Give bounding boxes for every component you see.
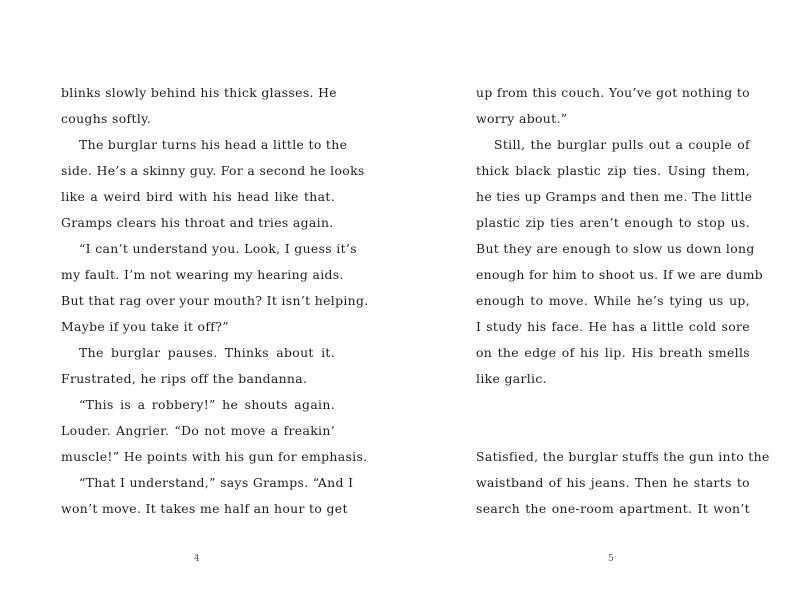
text-line: on the edge of his lip. His breath smells [476, 345, 750, 360]
text-line: enough for him to shoot us. If we are dumb [476, 267, 764, 282]
text-line: Satisfied, the burglar stuffs the gun into the [476, 449, 770, 464]
text-line: Gramps clears his throat and tries again. [61, 215, 334, 230]
text-line: “That I understand,” says Gramps. “And I [79, 475, 354, 490]
text-line: thick black plastic zip ties. Using them, [476, 163, 750, 178]
text-line: won’t move. It takes me half an hour to get [61, 501, 348, 516]
text-line: like garlic. [476, 371, 547, 386]
text-line: blinks slowly behind his thick glasses. He [61, 85, 337, 100]
text-line: “I can’t understand you. Look, I guess it’s [79, 241, 357, 256]
text-line: muscle!” He points with his gun for emphasis. [61, 449, 368, 464]
text-line: waistband of his jeans. Then he starts to [476, 475, 750, 490]
left-page [61, 80, 369, 522]
text-line: side. He’s a skinny guy. For a second he looks [61, 163, 365, 178]
text-line: But that rag over your mouth? It isn’t helping. [61, 293, 369, 308]
text-line: But they are enough to slow us down long [476, 241, 755, 256]
text-line: my fault. I’m not wearing my hearing aids. [61, 267, 344, 282]
text-line: plastic zip ties aren’t enough to stop us. [476, 215, 750, 230]
page-number: 4 [194, 554, 201, 564]
text-line: he ties up Gramps and then me. The little [476, 189, 753, 204]
text-line: The burglar pauses. Thinks about it. [79, 345, 335, 360]
text-line: worry about.” [476, 111, 568, 126]
text-line: like a weird bird with his head like that. [61, 189, 335, 204]
page-number: 5 [608, 554, 615, 564]
text-line: “This is a robbery!” he shouts again. [79, 397, 335, 412]
text-line: search the one-room apartment. It won’t [476, 501, 750, 516]
text-line: Maybe if you take it off?” [61, 319, 229, 334]
text-line: Louder. Angrier. “Do not move a freakin’ [61, 423, 335, 438]
text-line: up from this couch. You’ve got nothing to [476, 85, 750, 100]
text-line: Still, the burglar pulls out a couple of [494, 137, 750, 152]
text-line: I study his face. He has a little cold sore [476, 319, 750, 334]
text-line: coughs softly. [61, 111, 152, 126]
right-page [476, 80, 770, 522]
section-break [476, 392, 750, 444]
text-line: enough to move. While he’s tying us up, [476, 293, 750, 308]
text-line: Frustrated, he rips off the bandanna. [61, 371, 308, 386]
text-line: The burglar turns his head a little to the [79, 137, 348, 152]
